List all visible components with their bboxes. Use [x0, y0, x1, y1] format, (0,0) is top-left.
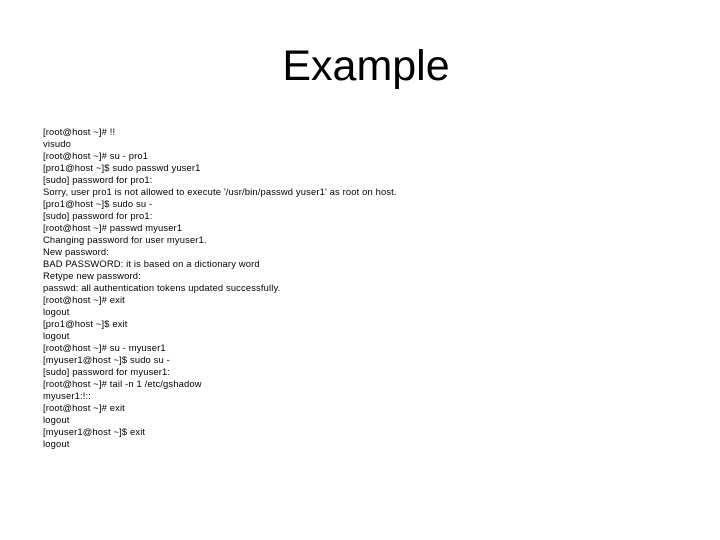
terminal-line: logout	[43, 330, 70, 341]
terminal-line: [root@host ~]# su - pro1	[43, 150, 149, 161]
terminal-line: New password:	[43, 246, 110, 257]
terminal-line: [root@host ~]# su - myuser1	[43, 342, 166, 353]
terminal-line: myuser1:!::	[43, 390, 92, 401]
terminal-line: [pro1@host ~]$ sudo passwd yuser1	[43, 162, 201, 173]
slide-title-text: Example	[282, 42, 450, 90]
terminal-line: [pro1@host ~]$ sudo su -	[43, 198, 153, 209]
terminal-line: Retype new password:	[43, 270, 141, 281]
terminal-line: BAD PASSWORD: it is based on a dictionary word	[43, 258, 260, 269]
terminal-line: Sorry, user pro1 is not allowed to execute '/usr/bin/passwd yuser1' as root on host.	[43, 186, 397, 197]
terminal-line: [sudo] password for myuser1:	[43, 366, 171, 377]
terminal-line: logout	[43, 438, 70, 449]
terminal-transcript	[43, 126, 683, 450]
terminal-line: logout	[43, 414, 70, 425]
terminal-line: Changing password for user myuser1.	[43, 234, 207, 245]
terminal-line: [root@host ~]# !!	[43, 126, 116, 137]
terminal-line: [sudo] password for pro1:	[43, 174, 153, 185]
terminal-line: [root@host ~]# exit	[43, 402, 125, 413]
terminal-line: [root@host ~]# passwd myuser1	[43, 222, 183, 233]
terminal-line: passwd: all authentication tokens updated successfully.	[43, 282, 281, 293]
terminal-line: [myuser1@host ~]$ exit	[43, 426, 146, 437]
terminal-line: logout	[43, 306, 70, 317]
terminal-line: [root@host ~]# tail -n 1 /etc/gshadow	[43, 378, 202, 389]
terminal-line: [root@host ~]# exit	[43, 294, 125, 305]
terminal-line: [myuser1@host ~]$ sudo su -	[43, 354, 170, 365]
terminal-line: visudo	[43, 138, 71, 149]
terminal-line: [pro1@host ~]$ exit	[43, 318, 128, 329]
slide-title	[0, 40, 720, 92]
terminal-line: [sudo] password for pro1:	[43, 210, 153, 221]
